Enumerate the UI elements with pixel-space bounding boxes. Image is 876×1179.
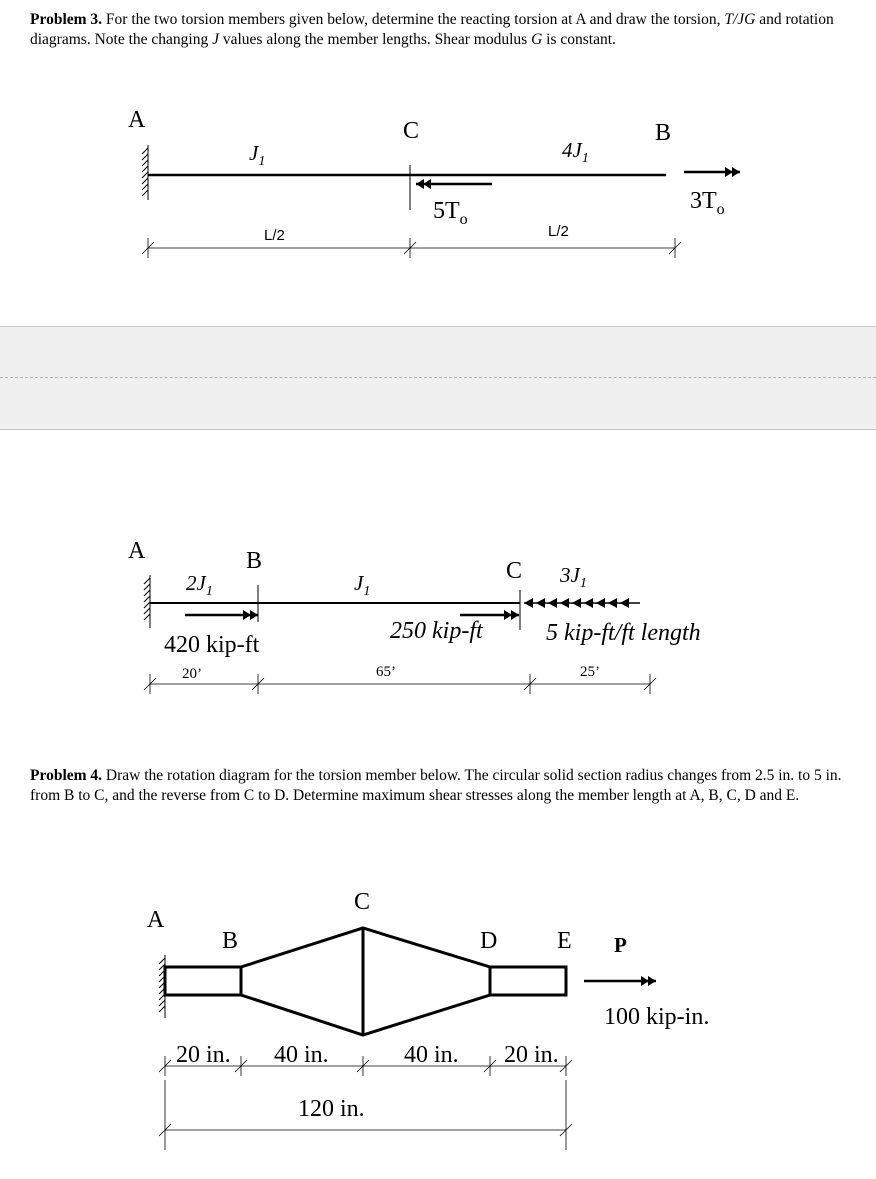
fixed-support-a <box>142 145 148 200</box>
dim-bc: 40 in. <box>274 1042 329 1068</box>
j-cd-label <box>559 563 587 591</box>
problem-4-heading: Problem 4. <box>30 767 103 784</box>
j-right-label <box>562 138 589 166</box>
figure-2-torsion-member <box>0 530 876 710</box>
j-bc-label <box>354 571 370 599</box>
page-break-dashed-line <box>0 377 876 378</box>
label-c: C <box>354 889 371 915</box>
label-d: D <box>480 928 498 954</box>
label-b: B <box>246 548 263 574</box>
svg-text:J1: $J_1$ <box>354 571 371 599</box>
dim-de: 20 in. <box>504 1042 559 1068</box>
problem-3-text-2: and rotation diagrams. Note the changing <box>30 11 834 48</box>
dim-ab: 20 in. <box>176 1042 231 1068</box>
figure-3-tapered-member <box>0 880 876 1170</box>
dim-total: 120 in. <box>298 1096 365 1122</box>
dim-1: 20’ <box>182 666 202 682</box>
torque-label-c <box>433 198 468 228</box>
label-p: P <box>614 933 627 957</box>
svg-text:2J1: $2J_1$ <box>186 571 213 599</box>
j-ab-label <box>186 571 213 599</box>
dim-left: L/2 <box>264 227 285 244</box>
svg-text:3To: $3T_o$ <box>690 188 725 218</box>
fixed-support-a <box>144 575 150 628</box>
torque-label-b <box>690 188 725 218</box>
dimension-line-total <box>159 1080 572 1150</box>
dim-2: 65’ <box>376 664 396 680</box>
svg-text:3J1: $3J_1$ <box>560 563 587 591</box>
torque-label-b: 420 kip-ft <box>164 632 260 658</box>
label-a: A <box>128 538 146 564</box>
problem-3-statement <box>30 10 845 50</box>
dim-3: 25’ <box>580 664 600 680</box>
label-a: A <box>147 907 165 933</box>
svg-text:5To: $5T_o$ <box>433 198 468 228</box>
problem-3-text-4: is constant. <box>542 31 616 48</box>
problem-3-tijg: T/JG <box>724 11 756 28</box>
label-e: E <box>557 928 572 954</box>
label-c: C <box>403 118 420 144</box>
label-c: C <box>506 558 523 584</box>
problem-4-text: Draw the rotation diagram for the torsion member below. The circular solid section radius changes from 2.5 in. to 5 in. from B to C, and the reverse from C to D. Determine maximum shear stresses along the member length at A, B, C, D and E. <box>30 767 842 804</box>
label-b: B <box>222 928 239 954</box>
distributed-load-arrows <box>524 598 640 608</box>
figure-1-torsion-member <box>0 100 876 270</box>
problem-3-text-1: For the two torsion members given below, determine the reacting torsion at A and draw the torsion, <box>102 11 725 28</box>
svg-text:4J1: $4J_1$ <box>562 138 589 166</box>
distributed-load-label: 5 kip-ft/ft length <box>546 620 701 646</box>
problem-3-j: J <box>212 31 219 48</box>
j-left-label <box>249 141 265 169</box>
problem-3-text-3: values along the member lengths. Shear modulus <box>218 31 532 48</box>
torque-label-c: 250 kip-ft <box>390 618 483 644</box>
label-b: B <box>655 120 672 146</box>
problem-4-statement <box>30 766 850 806</box>
problem-3-heading: Problem 3. <box>30 11 103 28</box>
svg-text:J1: $J_1$ <box>249 141 266 169</box>
label-a: A <box>128 107 146 133</box>
problem-3-g: G <box>531 31 543 48</box>
torque-label: 100 kip-in. <box>604 1004 710 1030</box>
dimension-line-1 <box>142 238 681 258</box>
dim-right: L/2 <box>548 223 569 240</box>
dim-cd: 40 in. <box>404 1042 459 1068</box>
page-break-band <box>0 326 876 430</box>
